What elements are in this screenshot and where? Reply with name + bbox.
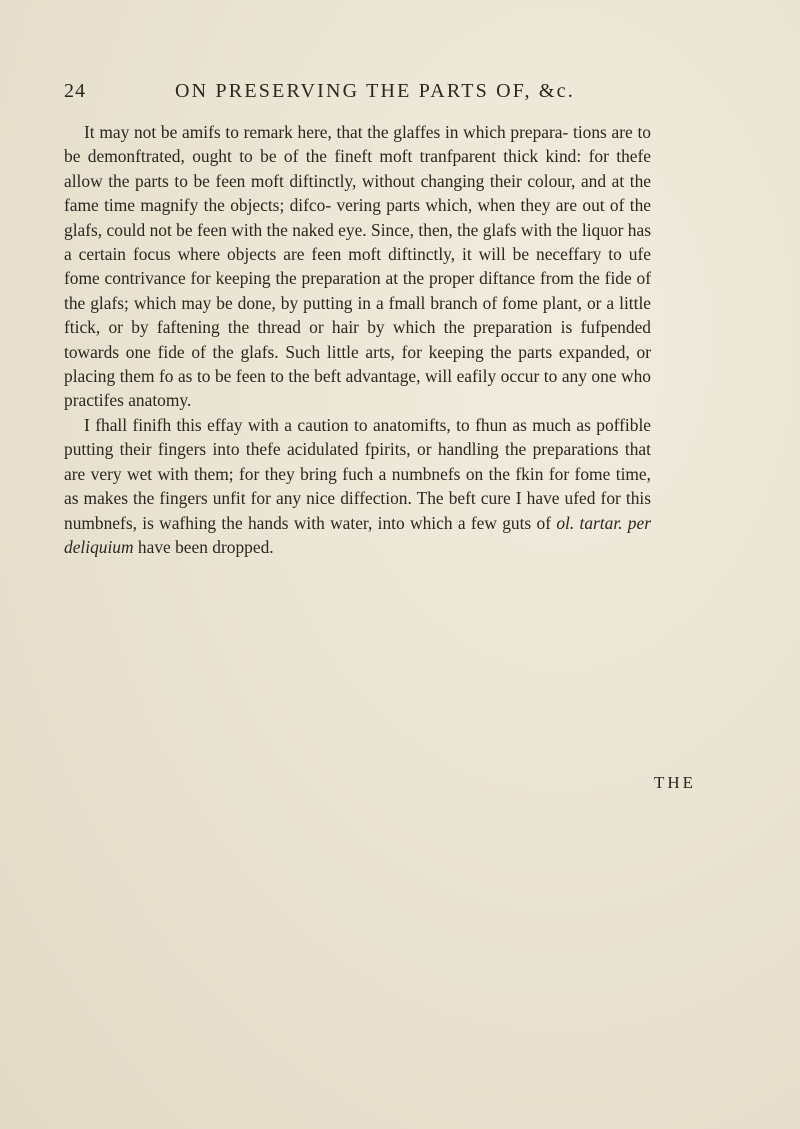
paragraph-2-italic: ol. tartar. per deliquium — [64, 512, 651, 557]
paragraph-1: It may not be amifs to remark here, that the glaffes in which prepara- tions are to be demonftrated, ought to be of the fineft moft tranfparent thick kind: for thefe allow the parts to be feen moft diftinctly, without changing their colour, and at the fame time magnify the objects; difco- vering parts which, when they are out of the glafs, could not be feen with the naked eye. Since, then, the glafs with the liquor has a certain focus where objects are feen moft diftinctly, it will be neceffary to ufe fome contrivance for keeping the preparation at the proper diftance from the fide of the glafs; which may be done, by putting in a fmall branch of fome plant, or a little ftick, or by faftening the thread or hair by which the preparation is fufpended towards one fide of the glafs. Such little arts, for keeping the parts expanded, or placing them fo as to be feen to the beft advantage, will eafily occur to any one who practifes anatomy. — [64, 122, 651, 411]
body-text — [64, 120, 651, 559]
catchword: THE — [654, 773, 697, 792]
paragraph-2-end: have been dropped. — [137, 536, 274, 557]
page-header — [64, 80, 664, 110]
paragraph-2-text: I fhall finifh this effay with a caution to anatomifts, to fhun as much as poffible putting their fingers into thefe acidulated fpirits, or handling the preparations that are very wet with them; for they bring fuch a numbnefs on the fkin for fome time, as makes the fingers unfit for any nice diffection. The beft cure I have ufed for this numbnefs, is wafhing the hands with water, into which a few guts of — [64, 414, 651, 533]
page-number: 24 — [64, 80, 86, 102]
paragraph-2 — [64, 413, 651, 559]
running-head: ON PRESERVING THE PARTS OF, &c. — [175, 80, 575, 102]
